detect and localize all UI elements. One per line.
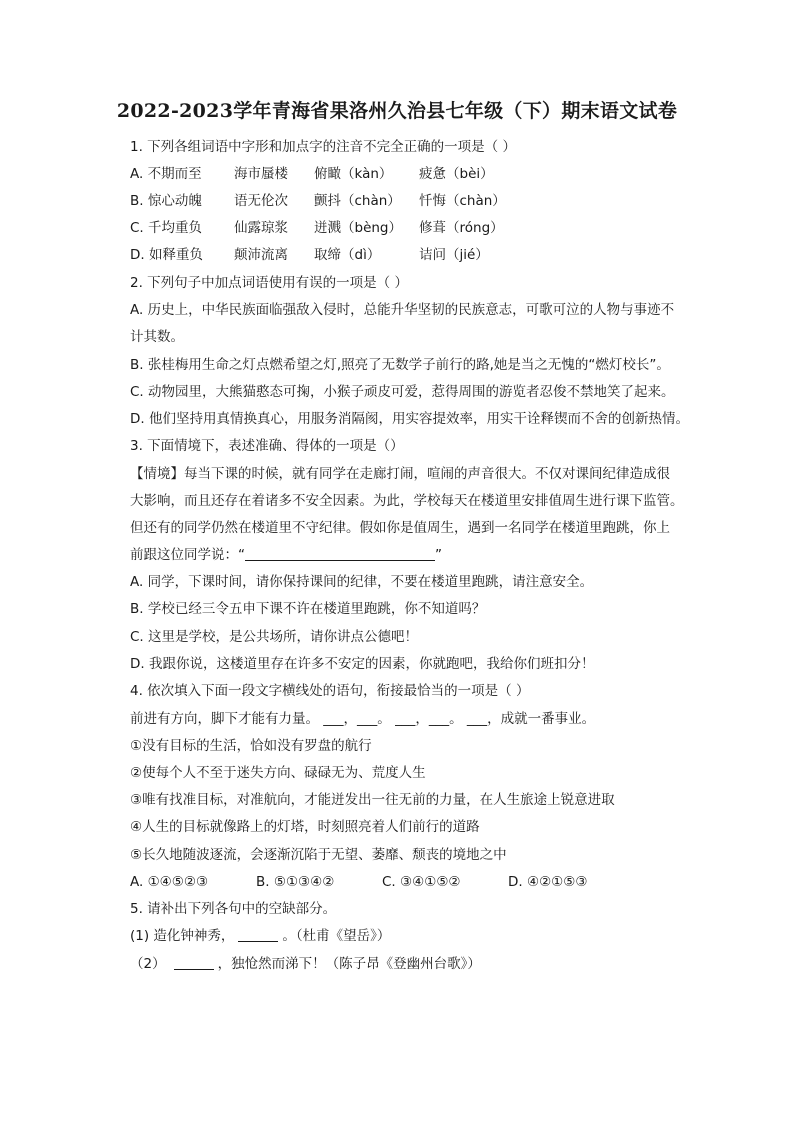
option-word: 忏悔（chàn） bbox=[419, 193, 506, 209]
poem-text: 。（杜甫《望岳》） bbox=[282, 928, 391, 944]
question-2-option-c: C. 动物园里，大熊猫憨态可掬，小猴子顽皮可爱，惹得周围的游览者忍俊不禁地笑了起来。 bbox=[130, 384, 675, 400]
option-word: 语无伦次 bbox=[234, 193, 288, 209]
poem-text: ，独怆然而涕下！（陈子昂《登幽州台歌》） bbox=[217, 956, 481, 972]
question-4-passage: 前进有方向，脚下才能有力量。 ___，___。 ___，___。 ___，成就一番事业。 bbox=[130, 711, 596, 727]
option-word: A. 不期而至 bbox=[130, 166, 202, 182]
question-1-option-c bbox=[130, 219, 504, 237]
option-word: 颠沛流离 bbox=[234, 247, 288, 263]
context-text: ” bbox=[435, 547, 442, 563]
question-5-line-2 bbox=[130, 955, 481, 973]
option-word: B. 惊心动魄 bbox=[130, 193, 202, 209]
answer-blank bbox=[238, 927, 278, 942]
question-4-stem: 4. 依次填入下面一段文字横线处的语句，衔接最恰当的一项是（ ） bbox=[130, 683, 530, 699]
question-2-option-a: A. 历史上，中华民族面临强敌入侵时，总能升华坚韧的民族意志，可歌可泣的人物与事迹不 bbox=[130, 302, 675, 318]
option-c: C. ③④①⑤② bbox=[382, 874, 461, 890]
question-2-option-b: B. 张桂梅用生命之灯点燃希望之灯,照亮了无数学子前行的路,她是当之无愧的“燃灯校长”。 bbox=[130, 357, 670, 373]
answer-blank bbox=[245, 546, 435, 561]
question-3-option-a: A. 同学，下课时间，请你保持课间的纪律，不要在楼道里跑跳，请注意安全。 bbox=[130, 574, 594, 590]
question-4-sentence: ①没有目标的生活，恰如没有罗盘的航行 bbox=[130, 738, 372, 754]
question-3-stem: 3. 下面情境下，表述准确、得体的一项是（） bbox=[130, 438, 404, 454]
option-b: B. ⑤①③④② bbox=[256, 874, 335, 890]
question-2-option-a-cont: 计其数。 bbox=[130, 329, 184, 345]
option-word: 修葺（róng） bbox=[419, 220, 504, 236]
question-1-option-b bbox=[130, 192, 506, 210]
poem-text: （2） bbox=[130, 956, 166, 972]
option-word: 海市蜃楼 bbox=[234, 166, 288, 182]
question-3-context: 【情境】每当下课的时候，就有同学在走廊打闹，喧闹的声音很大。不仅对课间纪律造成很 bbox=[130, 466, 670, 482]
option-word: 迸溅（bèng） bbox=[314, 220, 403, 236]
option-word: 疲惫（bèi） bbox=[419, 166, 494, 182]
question-4-sentence: ③唯有找准目标，对准航向，才能迸发出一往无前的力量，在人生旅途上锐意进取 bbox=[130, 792, 615, 808]
answer-blank bbox=[174, 955, 214, 970]
question-4-sentence: ④人生的目标就像路上的灯塔，时刻照亮着人们前行的道路 bbox=[130, 819, 480, 835]
question-5-line-1 bbox=[130, 927, 390, 945]
option-word: D. 如释重负 bbox=[130, 247, 203, 263]
question-3-context bbox=[130, 546, 442, 564]
question-2-stem: 2. 下列句子中加点词语使用有误的一项是（ ） bbox=[130, 275, 408, 291]
question-1-option-d bbox=[130, 246, 489, 264]
poem-text: (1) 造化钟神秀， bbox=[130, 928, 235, 944]
question-1-option-a bbox=[130, 165, 494, 183]
question-5-stem: 5. 请补出下列各句中的空缺部分。 bbox=[130, 901, 337, 917]
question-3-context: 大影响，而且还存在着诸多不安全因素。为此，学校每天在楼道里安排值周生进行课下监管。 bbox=[130, 493, 684, 509]
context-text: 前跟这位同学说：“ bbox=[130, 547, 245, 563]
question-2-option-d: D. 他们坚持用真情换真心，用服务消隔阂，用实容提效率，用实干诠释锲而不舍的创新热情。 bbox=[130, 411, 689, 427]
question-3-option-d: D. 我跟你说，这楼道里存在许多不安定的因素，你就跑吧，我给你们班扣分！ bbox=[130, 656, 595, 672]
option-word: 仙露琼浆 bbox=[234, 220, 288, 236]
option-word: 颤抖（chàn） bbox=[314, 193, 401, 209]
option-a: A. ①④⑤②③ bbox=[130, 874, 209, 890]
question-3-context: 但还有的同学仍然在楼道里不守纪律。假如你是值周生，遇到一名同学在楼道里跑跳，你上 bbox=[130, 520, 670, 536]
question-4-options bbox=[130, 873, 588, 891]
question-3-option-b: B. 学校已经三令五申下课不许在楼道里跑跳，你不知道吗？ bbox=[130, 601, 486, 617]
option-word: 诘问（jié） bbox=[419, 247, 489, 263]
question-3-option-c: C. 这里是学校，是公共场所，请你讲点公德吧！ bbox=[130, 629, 419, 645]
question-1-stem: 1. 下列各组词语中字形和加点字的注音不完全正确的一项是（ ） bbox=[130, 139, 516, 155]
option-word: 俯瞰（kàn） bbox=[314, 166, 393, 182]
option-word: 取缔（dì） bbox=[314, 247, 381, 263]
question-4-sentence: ②使每个人不至于迷失方向、碌碌无为、荒度人生 bbox=[130, 765, 426, 781]
option-d: D. ④②①⑤③ bbox=[508, 874, 588, 890]
option-word: C. 千均重负 bbox=[130, 220, 203, 236]
exam-title: 2022-2023学年青海省果洛州久治县七年级（下）期末语文试卷 bbox=[116, 100, 678, 122]
question-4-sentence: ⑤长久地随波逐流，会逐渐沉陷于无望、萎靡、颓丧的境地之中 bbox=[130, 847, 507, 863]
